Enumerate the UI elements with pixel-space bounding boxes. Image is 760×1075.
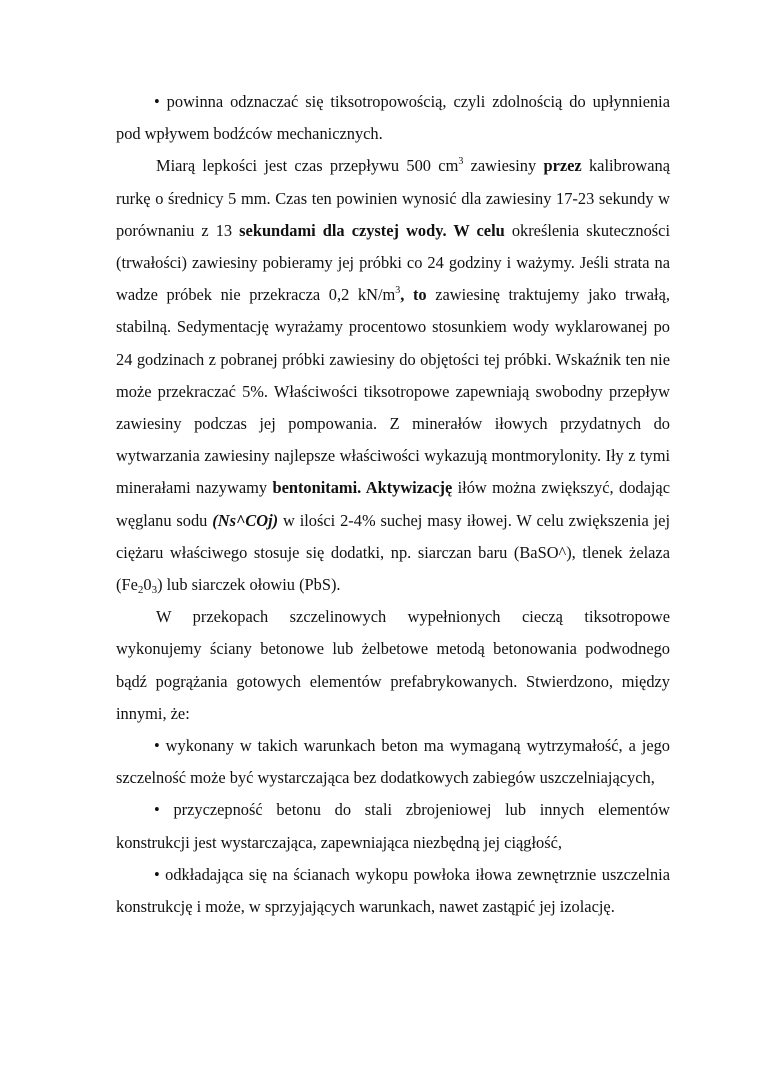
paragraph-viscosity-bold-to: , to [400,285,427,305]
bullet-concrete-strength [116,730,670,794]
bullet-adhesion [116,794,670,858]
paragraph-viscosity-text-b: zawiesiny [463,156,544,176]
paragraph-viscosity-text-d: określenia skuteczności (trwałości) zawiesiny pobieramy jej próbki co 24 godziny i ważymy. Jeśli strata na wadze próbek nie przekracza 0,2 kN/m [116,220,670,305]
paragraph-viscosity-bold-przez: przez [543,156,582,176]
paragraph-viscosity-bold-bentonitami: bentonitami. Aktywizację [272,478,453,498]
subscript-fe2: 2 [137,584,144,597]
paragraph-viscosity-text-a: Miarą lepkości jest czas przepływu 500 cm [156,156,459,176]
bullet-clay-coating-text: • odkładająca się na ścianach wykopu powłoka iłowa zewnętrznie uszczelnia konstrukcję i może, w sprzyjających warunkach, nawet zastąpić jej izolację. [116,864,670,917]
subscript-o3: 3 [151,584,158,597]
paragraph-viscosity-text-k: 0 [143,575,152,595]
paragraph-viscosity-formula: (Ns^COj) [212,510,279,530]
superscript-cubic-2: 3 [395,285,401,297]
paragraph-viscosity-bold-seconds: sekundami dla czystej wody. W celu [239,220,505,240]
bullet-thixotropy-text: • powinna odznaczać się tiksotropowością, czyli zdolnością do upłynnienia pod wpływem bodźców mechanicznych. [116,92,670,144]
paragraph-viscosity-text-h: iłów można zwiększyć, dodając węglanu sodu [116,478,670,530]
bullet-adhesion-text: • przyczepność betonu do stali zbrojeniowej lub innych elementów konstrukcji jest wystarczająca, zapewniająca niezbędną jej ciągłość, [116,800,670,852]
bullet-clay-coating [116,859,670,923]
paragraph-viscosity-text-j: w ilości 2-4% suchej masy iłowej. W celu zwiększenia jej ciężaru właściwego stosuje się dodatki, np. siarczan baru (BaSO^), tlenek żelaza (Fe [116,510,671,595]
paragraph-trenches-text: W przekopach szczelinowych wypełnionych cieczą tiksotropowe wykonujemy ściany betonowe lub żelbetowe metodą betonowania podwodnego bądź pogrążania gotowych elementów prefabrykowanych. Stwierdzono, między innymi, że: [116,607,670,723]
paragraph-viscosity [116,150,670,601]
bullet-thixotropy [116,86,670,150]
document-page [116,86,670,923]
paragraph-viscosity-text-c: kalibrowaną rurkę o średnicy 5 mm. Czas ten powinien wynosić dla zawiesiny 17-23 sekundy w porównaniu z 13 [116,156,670,240]
superscript-cubic: 3 [458,156,464,168]
paragraph-trenches [116,601,670,730]
paragraph-viscosity-text-l: ) lub siarczek ołowiu (PbS). [157,575,341,595]
paragraph-viscosity-text-f: zawiesinę traktujemy jako trwałą, stabilną. Sedymentację wyrażamy procentowo stosunkiem wody wyklarowanej po 24 godzinach z pobranej próbki zawiesiny do objętości tej próbki. Wskaźnik ten nie może przekraczać 5%. Właściwości tiksotropowe zapewniają swobodny przepływ zawiesiny podczas jej pompowania. Z minerałów iłowych przydatnych do wytwarzania zawiesiny najlepsze właściwości wykazują montmorylonity. Iły z tymi minerałami nazywamy [116,285,670,498]
bullet-concrete-strength-text: • wykonany w takich warunkach beton ma wymaganą wytrzymałość, a jego szczelność może być wystarczająca bez dodatkowych zabiegów uszczelniających, [116,736,670,788]
